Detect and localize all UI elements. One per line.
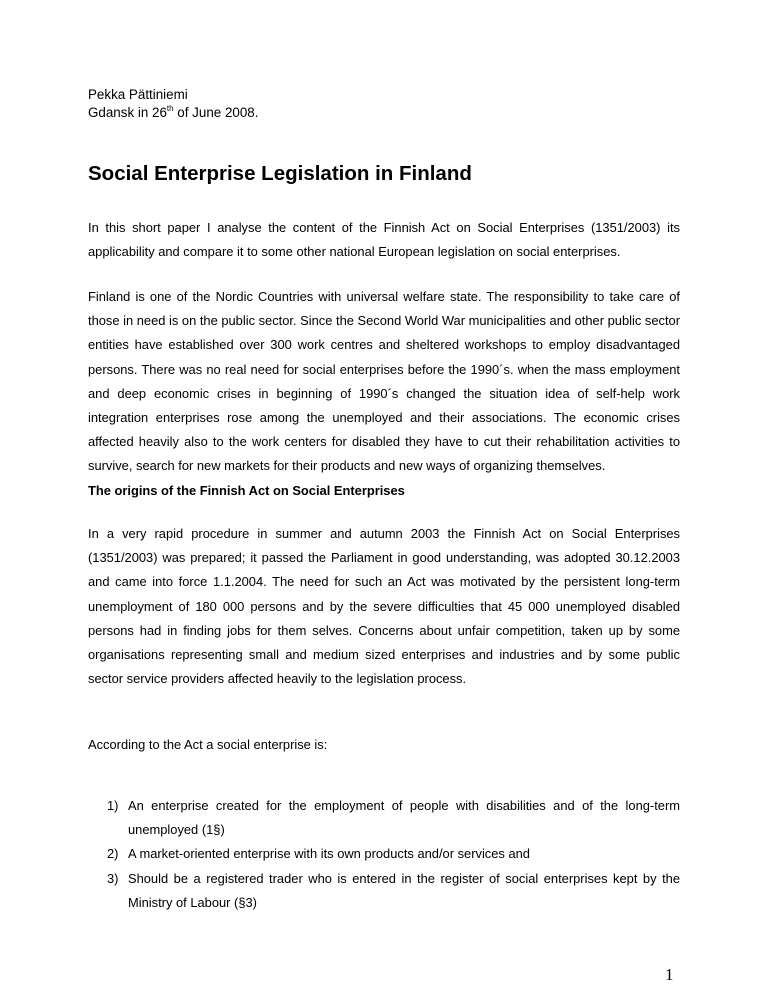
place-date — [88, 104, 258, 122]
list-item — [88, 867, 680, 915]
list-item-text: A market-oriented enterprise with its own products and/or services and — [128, 846, 530, 862]
list-item-number: 2) — [107, 846, 119, 862]
list-item — [88, 842, 680, 866]
document-title: Social Enterprise Legislation in Finland — [88, 162, 472, 185]
list-item — [88, 794, 680, 842]
list-item-text: Should be a registered trader who is entered in the register of social enterprises kept by the Ministry of Labour (§3) — [128, 870, 680, 910]
context-paragraph: Finland is one of the Nordic Countries with universal welfare state. The responsibility to take care of those in need is on the public sector. Since the Second World War municipalities and other public sector entities have established over 300 work centres and sheltered workshops to employ disadvantaged persons. There was no real need for social enterprises before the 1990´s. when the mass employment and deep economic crises in beginning of 1990´s changed the situation idea of self-help work integration enterprises rose among the unemployed and their associations. The economic crises affected heavily also to the work centers for disabled they have to cut their rehabilitation activities to survive, search for new markets for their products and new ways of organizing themselves. — [88, 289, 680, 474]
place-date-superscript: th — [166, 104, 174, 113]
definition-intro: According to the Act a social enterprise is: — [88, 737, 328, 752]
list-item-number: 1) — [107, 798, 119, 813]
intro-paragraph: In this short paper I analyse the content of the Finnish Act on Social Enterprises (1351/2003) its applicability and compare it to some other national European legislation on social enterprises. — [88, 220, 680, 260]
place-date-prefix: Gdansk in 26 — [88, 105, 167, 120]
list-item-text: An enterprise created for the employment of people with disabilities and of the long-term unemployed (1§) — [128, 798, 680, 838]
document-header — [88, 86, 258, 122]
definition-list — [88, 794, 680, 915]
place-date-suffix: of June 2008. — [173, 105, 259, 120]
page-number: 1 — [665, 965, 674, 984]
author-name: Pekka Pättiniemi — [88, 87, 188, 102]
section-heading: The origins of the Finnish Act on Social Enterprises — [88, 483, 405, 498]
section-paragraph: In a very rapid procedure in summer and autumn 2003 the Finnish Act on Social Enterprises (1351/2003) was prepared; it passed the Parliament in good understanding, was adopted 30.12.2003 and came into force 1.1.2004. The need for such an Act was motivated by the persistent long-term unemployment of 180 000 persons and by the severe difficulties that 45 000 unemployed disabled persons had in finding jobs for them selves. Concerns about unfair competition, taken up by some organisations representing small and medium sized enterprises and industries and by some public sector service providers affected heavily to the legislation process. — [88, 526, 680, 687]
list-item-number: 3) — [107, 870, 119, 886]
